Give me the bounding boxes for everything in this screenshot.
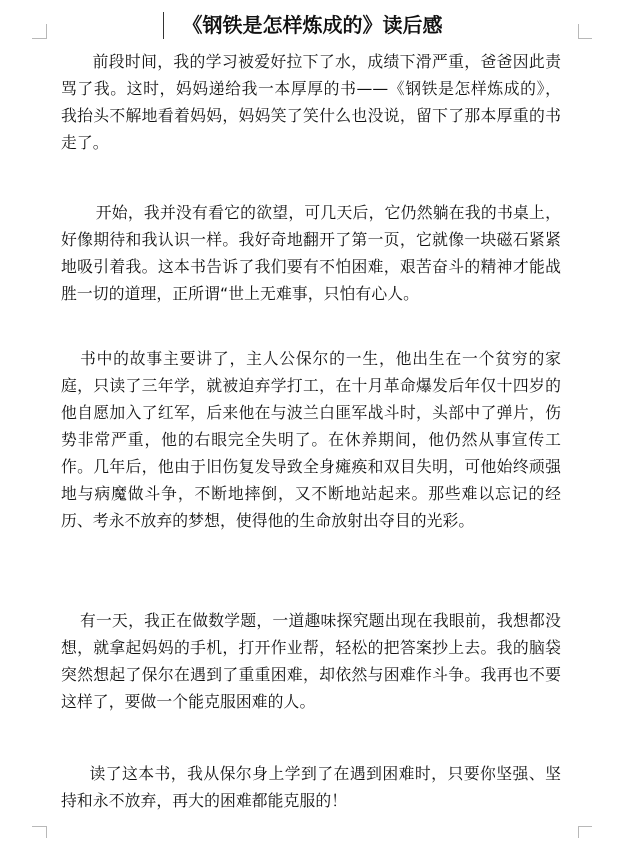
crop-mark-bottom-right-v — [578, 826, 579, 838]
paragraph-3: 书中的故事主要讲了，主人公保尔的一生，他出生在一个贫穷的家庭，只读了三年学，就被迫弃学打工，在十月革命爆发后年仅十四岁的他自愿加入了红军，后来他在与波兰白匪军战斗时，头部中了弹片，伤势非常严重，他的右眼完全失明了。在休养期间，他仍然从事宣传工作。几年后，他由于旧伤复发导致全身瘫痪和双目失明，可他始终顽强地与病魔做斗争，不断地摔倒，又不断地站起来。那些难以忘记的经历、考永不放弃的梦想，使得他的生命放射出夺目的光彩。 — [61, 349, 561, 530]
crop-mark-bottom-right-h — [578, 826, 592, 827]
crop-mark-bottom-left-v — [46, 826, 47, 838]
crop-mark-bottom-left-h — [32, 826, 46, 827]
paragraph-1: 前段时间，我的学习被爱好拉下了水，成绩下滑严重，爸爸因此责骂了我。这时，妈妈递给我一本厚厚的书——《钢铁是怎样炼成的》，我抬头不解地看着妈妈，妈妈笑了笑什么也没说，留下了那本厚重的书走了。 — [61, 52, 561, 152]
paragraph-5: 读了这本书，我从保尔身上学到了在遇到困难时，只要你坚强、坚持和永不放弃，再大的困难都能克服的！ — [61, 764, 561, 810]
paragraph-4: 有一天，我正在做数学题，一道趣味探究题出现在我眼前，我想都没想，就拿起妈妈的手机，打开作业帮，轻松的把答案抄上去。我的脑袋突然想起了保尔在遇到了重重困难，却依然与困难作斗争。我再也不要这样了，要做一个能克服困难的人。 — [61, 611, 561, 711]
document-title: 《钢铁是怎样炼成的》读后感 — [182, 13, 443, 37]
paragraph-2: 开始，我并没有看它的欲望，可几天后，它仍然躺在我的书桌上，好像期待和我认识一样。我好奇地翻开了第一页，它就像一块磁石紧紧地吸引着我。这本书告诉了我们要有不怕困难，艰苦奋斗的精神才能战胜一切的道理，正所谓“世上无难事，只怕有心人。 — [61, 203, 561, 303]
